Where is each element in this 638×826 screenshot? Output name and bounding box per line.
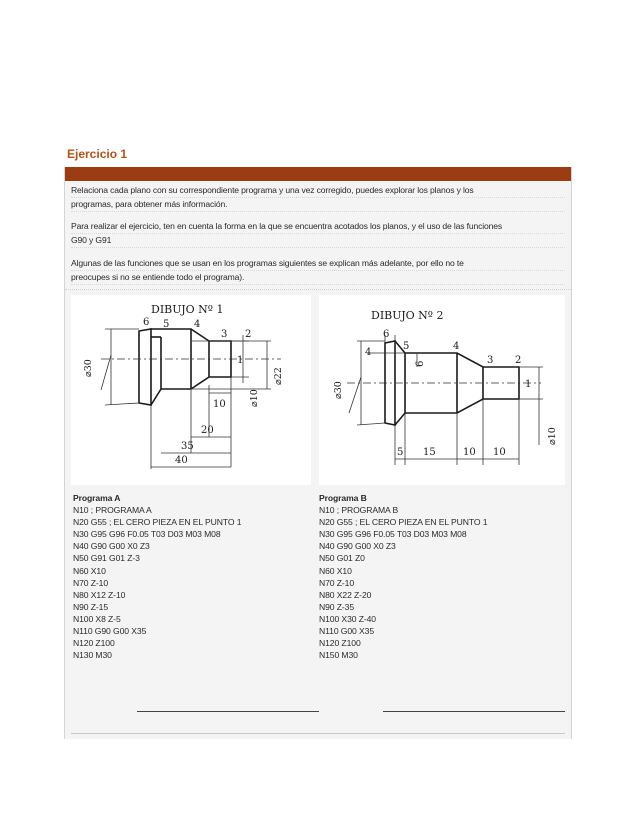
point-label: 5 (403, 341, 410, 352)
dim-label: 4 (365, 347, 372, 358)
drawing-1 (71, 295, 311, 485)
program-b-title: Programa B (319, 493, 367, 503)
program-line: N10 ; PROGRAMA B (319, 505, 399, 516)
drawing-2 (319, 295, 565, 485)
program-line: N60 X10 (319, 565, 352, 576)
point-label: 6 (143, 317, 150, 328)
point-label: 4 (194, 319, 201, 330)
program-b (319, 492, 487, 661)
dim-label: 40 (175, 455, 188, 466)
drawing-2-title: DIBUJO Nº 2 (371, 309, 444, 322)
intro-paragraph-2 (71, 220, 565, 248)
program-line: N110 G00 X35 (319, 626, 375, 637)
intro-line: programas, para obtener más información. (71, 198, 565, 212)
dim-label: ⌀10 (249, 389, 260, 407)
intro-line: Para realizar el ejercicio, ten en cuenta la forma en la que se encuentra acotados los planos, y el uso de las funciones (71, 220, 565, 234)
program-a-title: Programa A (73, 493, 121, 503)
bottom-rule (71, 733, 565, 734)
header-band (65, 167, 571, 181)
exercise-heading: Ejercicio 1 (67, 147, 128, 161)
exercise-card (64, 167, 572, 739)
point-label: 3 (487, 355, 494, 366)
dim-label: 35 (181, 441, 194, 452)
section-divider (65, 289, 571, 290)
dim-label: 20 (201, 425, 214, 436)
program-line: N60 X10 (73, 565, 106, 576)
program-line: N40 G90 G00 X0 Z3 (73, 541, 150, 552)
drawing-2-svg (319, 295, 565, 485)
dim-label: 6 (415, 360, 426, 367)
program-line: N50 G91 G01 Z-3 (73, 553, 140, 564)
point-label: 6 (383, 329, 390, 340)
program-line: N80 X22 Z-20 (319, 589, 372, 600)
drawing-1-title: DIBUJO Nº 1 (151, 303, 224, 316)
point-label: 4 (453, 341, 460, 352)
program-line: N110 G90 G00 X35 (73, 626, 147, 637)
program-line: N90 Z-35 (319, 601, 355, 612)
program-line: N20 G55 ; EL CERO PIEZA EN EL PUNTO 1 (319, 517, 488, 528)
dim-label: 15 (423, 447, 436, 458)
intro-paragraph-3 (71, 257, 565, 285)
program-line: N40 G90 G00 X0 Z3 (319, 541, 396, 552)
answer-line-b[interactable] (383, 711, 565, 712)
intro-line: G90 y G91 (71, 234, 565, 248)
program-line: N70 Z-10 (319, 577, 355, 588)
point-label: 2 (245, 329, 252, 340)
dim-label: 5 (397, 447, 404, 458)
program-line: N100 X30 Z-40 (319, 613, 376, 624)
drawing-1-svg (71, 295, 311, 485)
dim-label: ⌀10 (547, 427, 558, 445)
program-line: N10 ; PROGRAMA A (73, 505, 152, 516)
dim-label: 10 (213, 399, 226, 410)
program-line: N150 M30 (319, 650, 358, 661)
point-label: 1 (525, 379, 532, 390)
intro-line: preocupes si no se entiende todo el programa). (71, 271, 565, 285)
program-line: N120 Z100 (73, 638, 115, 649)
program-line: N90 Z-15 (73, 601, 109, 612)
program-line: N100 X8 Z-5 (73, 613, 121, 624)
intro-line: Algunas de las funciones que se usan en los programas siguientes se explican más adelante, por ello no te (71, 257, 565, 271)
dim-label: 10 (493, 447, 506, 458)
program-line: N130 M30 (73, 650, 112, 661)
program-a (73, 492, 241, 661)
point-label: 2 (515, 355, 522, 366)
program-line: N30 G95 G96 F0.05 T03 D03 M03 M08 (319, 529, 467, 540)
program-line: N120 Z100 (319, 638, 361, 649)
point-label: 5 (163, 319, 170, 330)
intro-paragraph-1 (71, 184, 565, 212)
program-line: N70 Z-10 (73, 577, 109, 588)
dim-label: 10 (463, 447, 476, 458)
program-line: N30 G95 G96 F0.05 T03 D03 M03 M08 (73, 529, 221, 540)
program-line: N50 G01 Z0 (319, 553, 365, 564)
intro-line: Relaciona cada plano con su correspondiente programa y una vez corregido, puedes explorar los planos y los (71, 184, 565, 198)
point-label: 3 (221, 329, 228, 340)
answer-line-a[interactable] (137, 711, 319, 712)
dim-label: ⌀30 (333, 381, 344, 399)
program-line: N80 X12 Z-10 (73, 589, 126, 600)
point-label: 1 (237, 355, 244, 366)
program-line: N20 G55 ; EL CERO PIEZA EN EL PUNTO 1 (73, 517, 242, 528)
dim-label: ⌀22 (273, 367, 284, 385)
dim-label: ⌀30 (83, 359, 94, 377)
